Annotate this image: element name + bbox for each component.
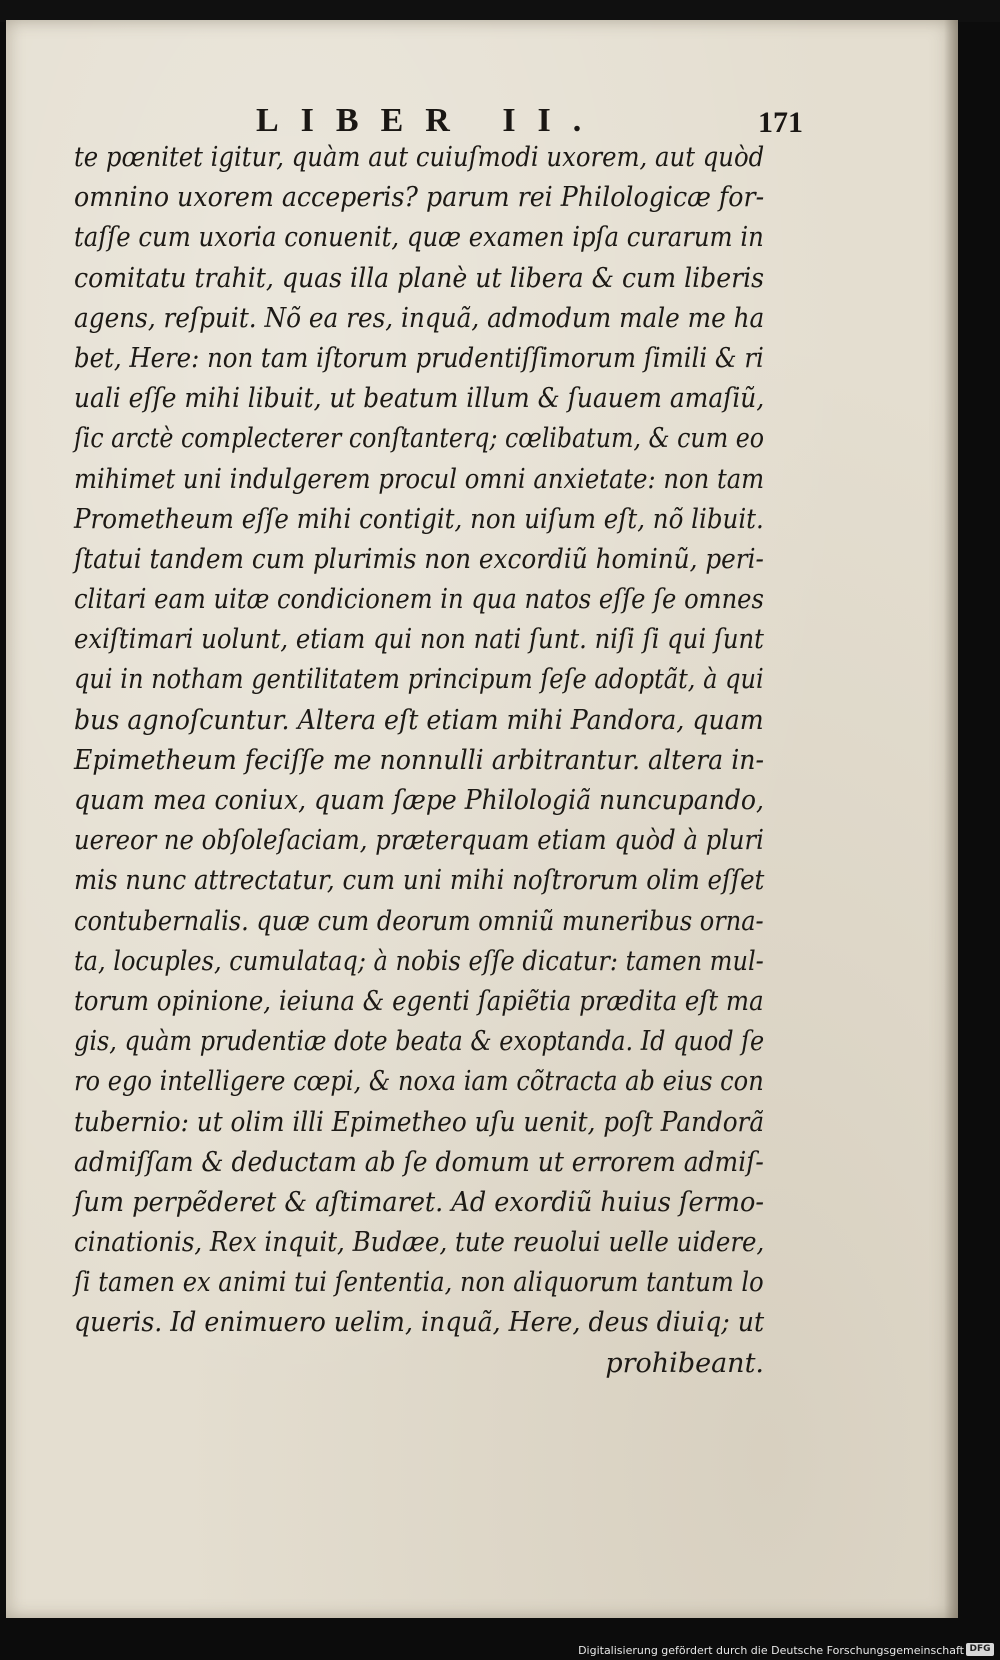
scan-top-border — [0, 0, 1000, 22]
text-line: Prometheum eſſe mihi contigit, non uiſum eſt, nõ libuit. — [74, 503, 764, 535]
text-line: ſi tamen ex animi tui ſententia, non aliquorum tantum lo — [74, 1267, 764, 1299]
text-line: prohibeant. — [605, 1347, 764, 1379]
text-line: te pœnitet igitur, quàm aut cuiuſmodi uxorem, aut quòd — [74, 142, 765, 173]
text-line: contubernalis. quæ cum deorum omniũ muneribus orna- — [74, 905, 764, 937]
text-line: bet, Here: non tam iſtorum prudentiſſimorum ſimili & ri — [74, 342, 764, 374]
body-text — [74, 138, 764, 1384]
dfg-logo: DFG — [966, 1643, 994, 1656]
text-line: uali eſſe mihi libuit, ut beatum illum & ſuauem amaſiũ, — [74, 383, 765, 415]
text-line: quam mea coniux, quam ſæpe Philologiã nuncupando, — [74, 785, 764, 816]
running-head — [6, 82, 958, 139]
text-line: mis nunc attrectatur, cum uni mihi noſtrorum olim eſſet — [74, 865, 765, 897]
text-line: qui in notham gentilitatem principum ſeſe adoptãt, à qui — [74, 664, 764, 696]
text-line: taſſe cum uxoria conuenit, quæ examen ipſa curarum in — [74, 222, 764, 254]
text-line: admiſſam & deductam ab ſe domum ut errorem admiſ- — [74, 1146, 764, 1178]
text-line: clitari eam uitæ condicionem in qua natos eſſe ſe omnes — [74, 584, 764, 616]
text-line: omnino uxorem acceperis? parum rei Philologicæ for- — [74, 182, 765, 214]
text-line: ſum perpẽderet & aſtimaret. Ad exordiũ huius ſermo- — [74, 1186, 764, 1218]
text-line: mihimet uni indulgerem procul omni anxietate: non tam — [74, 463, 765, 495]
text-line: bus agnoſcuntur. Altera eſt etiam mihi Pandora, quam — [74, 704, 764, 736]
text-line: agens, reſpuit. Nõ ea res, inquã, admodum male me ha — [74, 302, 765, 334]
text-line: Epimetheum feciſſe me nonnulli arbitrantur. altera in- — [74, 744, 764, 776]
book-page — [6, 20, 958, 1618]
text-line: ro ego intelligere cœpi, & noxa iam cõtracta ab eius con — [74, 1066, 764, 1098]
text-line: gis, quàm prudentiæ dote beata & exoptanda. Id quod ſe — [74, 1026, 765, 1058]
text-line: comitatu trahit, quas illa planè ut libera & cum liberis — [74, 262, 765, 294]
page-edge-shadow — [944, 20, 958, 1618]
text-line: ſtatui tandem cum plurimis non excordiũ hominũ, peri- — [74, 543, 764, 575]
digitization-credit: Digitalisierung gefördert durch die Deutsche Forschungsgemeinschaft — [578, 1644, 964, 1657]
text-line: ta, locuples, cumulataq; à nobis eſſe dicatur: tamen mul- — [74, 945, 764, 977]
text-line: cinationis, Rex inquit, Budæe, tute reuolui uelle uidere, — [74, 1227, 765, 1259]
text-line: uereor ne obſoleſaciam, præterquam etiam quòd à pluri — [74, 825, 764, 857]
running-title: LIBER II. — [256, 102, 604, 139]
text-line: exiſtimari uolunt, etiam qui non nati ſunt. niſi ſi qui ſunt — [74, 624, 764, 656]
text-line: torum opinione, ieiuna & egenti ſapiẽtia prædita eſt ma — [74, 985, 764, 1017]
text-line: ſic arctè complecterer conſtanterq; cœlibatum, & cum eo — [74, 423, 765, 455]
page-number: 171 — [758, 106, 803, 139]
text-line: queris. Id enimuero uelim, inquã, Here, deus diuiq; ut — [74, 1307, 765, 1339]
text-line: tubernio: ut olim illi Epimetheo uſu uenit, poſt Pandorã — [74, 1106, 765, 1138]
